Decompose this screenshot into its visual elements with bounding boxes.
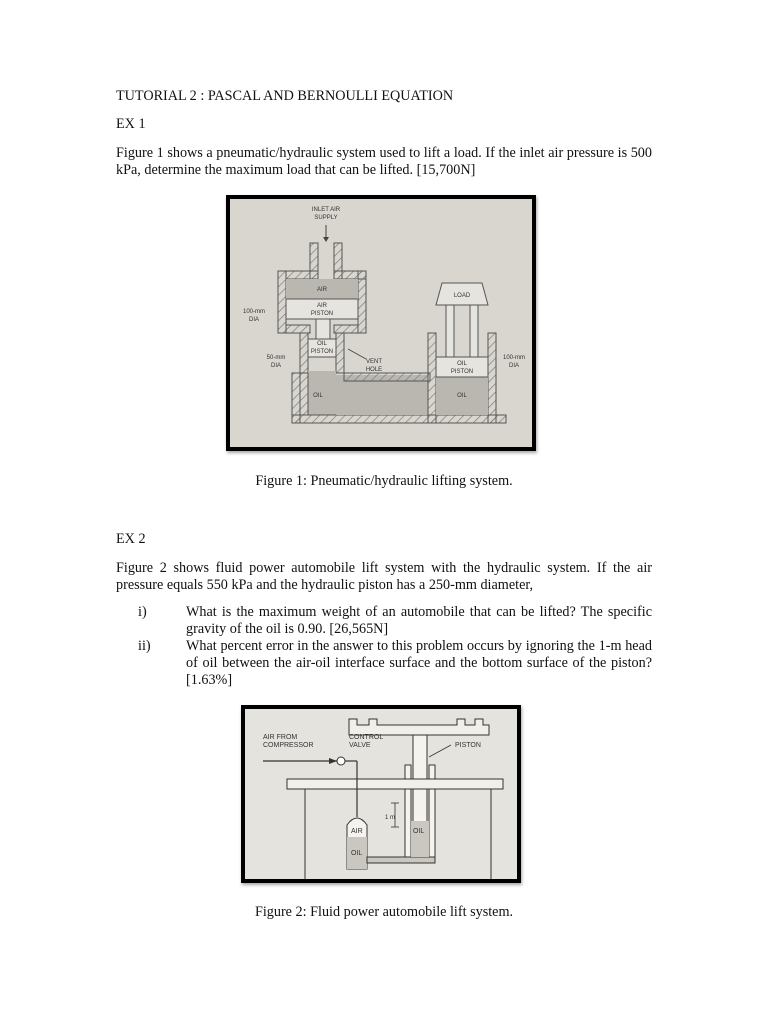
label-air-piston-1: AIR [316, 303, 328, 309]
label-inlet-1: INLET AIR [311, 207, 341, 213]
label-air-from-2: COMPRESSOR [263, 742, 314, 749]
label-oil-piston-r-1: OIL [457, 361, 467, 367]
list-item-text: What percent error in the answer to this problem occurs by ignoring the 1-m head of oil between the air-oil interface surface and the bottom surface of the piston? [1.63%] [186, 638, 652, 688]
ex2-question-list [116, 604, 652, 689]
label-air: AIR [316, 287, 328, 293]
label-dia-right-2: DIA [508, 363, 520, 369]
floor [287, 779, 503, 789]
label-dia-50-1: 50-mm [266, 355, 286, 361]
list-item-number: ii) [138, 638, 151, 654]
label-air-piston-2: PISTON [310, 311, 334, 317]
figure-1-drawing [230, 199, 532, 447]
label-load: LOAD [453, 293, 471, 299]
label-oil-vertical: OIL [413, 828, 425, 835]
label-oil-bottom: OIL [351, 850, 363, 857]
label-dia-left-2: DIA [248, 317, 260, 323]
label-oil-left: OIL [313, 393, 323, 399]
label-head: 1 m [385, 815, 396, 821]
label-dia-50-2: DIA [270, 363, 282, 369]
list-item-text: What is the maximum weight of an automobile that can be lifted? The specific gravity of the oil is 0.90. [26,565N] [186, 604, 652, 637]
label-dia-right-1: 100-mm [502, 355, 526, 361]
label-oil-piston-r-2: PISTON [450, 369, 474, 375]
ex2-heading: EX 2 [116, 531, 146, 547]
list-item [116, 638, 652, 689]
label-oil-piston-2: PISTON [310, 349, 334, 355]
label-oil-right: OIL [457, 393, 467, 399]
label-vent-1: VENT [365, 359, 383, 365]
page-title: TUTORIAL 2 : PASCAL AND BERNOULLI EQUATION [116, 88, 454, 104]
ex1-heading: EX 1 [116, 116, 146, 132]
label-air: AIR [351, 828, 363, 835]
figure-2-caption: Figure 2: Fluid power automobile lift system. [254, 904, 514, 920]
label-vent-2: HOLE [365, 367, 383, 373]
label-piston: PISTON [455, 742, 481, 749]
label-oil-piston-1: OIL [317, 341, 327, 347]
label-dia-left-1: 100-mm [242, 309, 266, 315]
ex1-paragraph: Figure 1 shows a pneumatic/hydraulic system used to lift a load. If the inlet air pressure is 500 kPa, determine the maximum load that can be lifted. [15,700N] [116, 145, 652, 178]
figure-2-automobile-lift [241, 705, 521, 883]
control-valve-icon [337, 757, 345, 765]
figure-2-drawing [245, 709, 517, 879]
figure-1-pneumatic-hydraulic [226, 195, 536, 451]
ex2-paragraph: Figure 2 shows fluid power automobile lift system with the hydraulic system. If the air pressure equals 550 kPa and the hydraulic piston has a 250-mm diameter, [116, 560, 652, 593]
label-inlet-2: SUPPLY [314, 215, 338, 221]
label-control-2: VALVE [349, 742, 371, 749]
list-item-number: i) [138, 604, 147, 620]
label-air-from-1: AIR FROM [263, 734, 298, 741]
label-control-1: CONTROL [349, 734, 384, 741]
figure-1-caption: Figure 1: Pneumatic/hydraulic lifting system. [255, 473, 513, 489]
list-item [116, 604, 652, 638]
